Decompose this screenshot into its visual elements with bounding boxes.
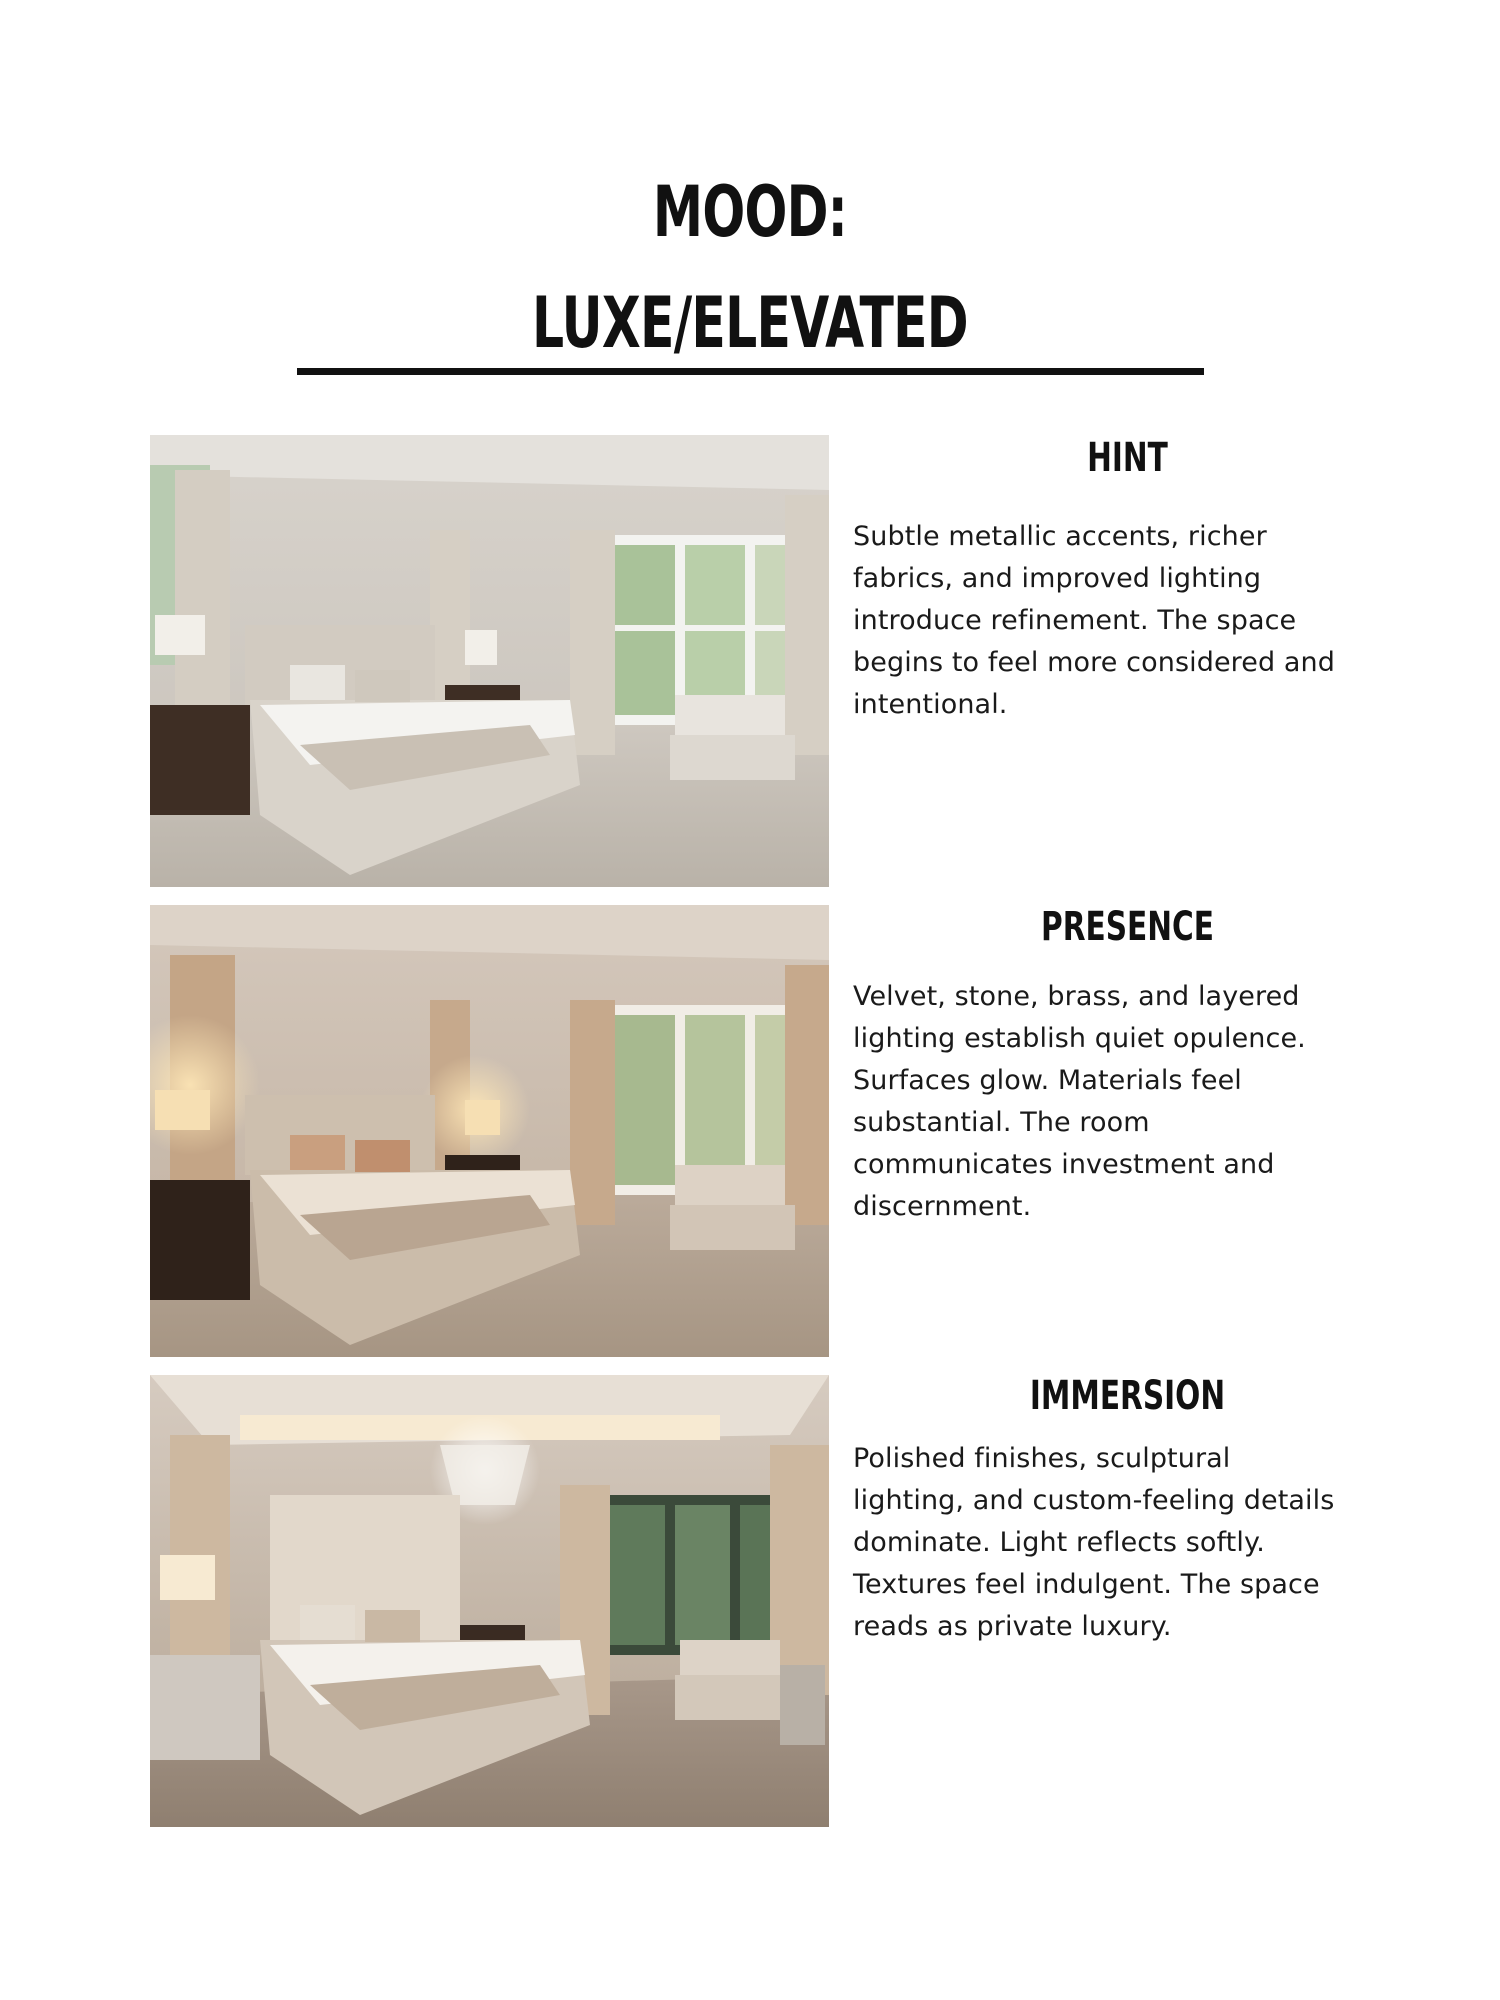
bedroom-immersion-photo — [150, 1375, 829, 1827]
page-title-line-1: MOOD: — [652, 171, 848, 253]
bedroom-hint-photo — [150, 435, 829, 887]
section-heading-immersion: IMMERSION — [1029, 1373, 1226, 1419]
section-heading-presence: PRESENCE — [1041, 904, 1214, 950]
section-body-presence: Velvet, stone, brass, and layered lighting establish quiet opulence. Surfaces glow. Materials feel substantial. The room communicates investment and discernment. — [853, 981, 1306, 1222]
page-title-line-2: LUXE/ELEVATED — [532, 282, 968, 364]
section-heading-hint: HINT — [1087, 435, 1168, 481]
bedroom-presence-photo — [150, 905, 829, 1357]
section-body-hint: Subtle metallic accents, richer fabrics, and improved lighting introduce refinement. The space begins to feel more considered and intentional. — [853, 521, 1336, 720]
title-divider — [297, 368, 1204, 375]
section-body-immersion: Polished finishes, sculptural lighting, and custom-feeling details dominate. Light reflects softly. Textures feel indulgent. The space reads as private luxury. — [853, 1443, 1335, 1642]
